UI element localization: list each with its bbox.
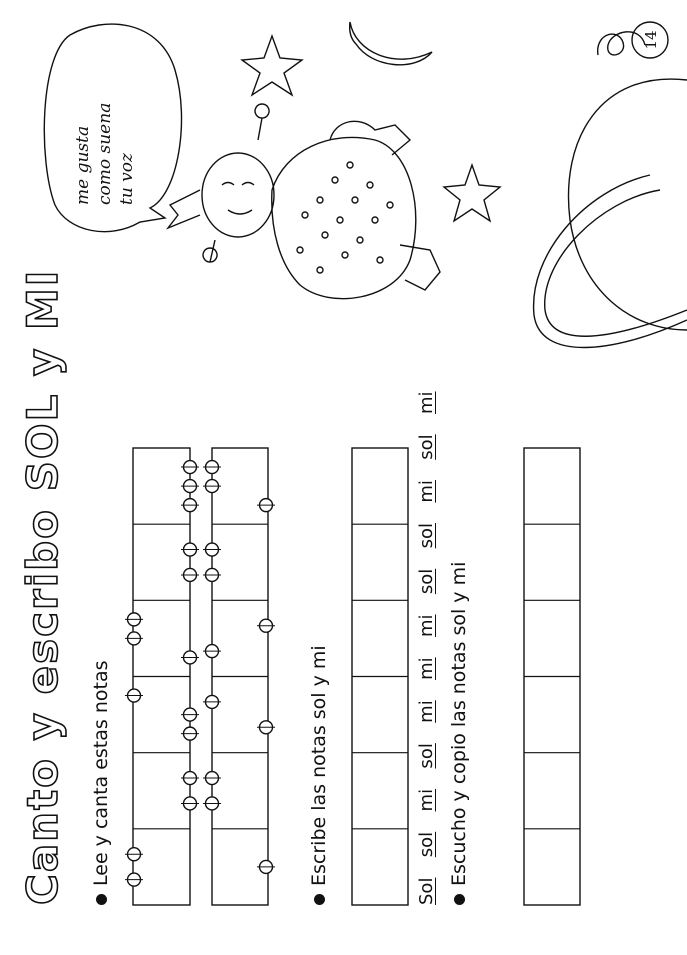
- instruction-read: Lee y canta estas notas: [92, 661, 111, 906]
- note-word-row: [418, 391, 436, 905]
- instruction-write: Escribe las notas sol y mi: [310, 645, 329, 905]
- note-word: mi: [416, 788, 437, 812]
- speech-bubble-line-2: como suena: [95, 102, 115, 205]
- note-word: sol: [416, 434, 437, 460]
- note-word: sol: [416, 522, 437, 549]
- badge-number: 14: [642, 30, 660, 50]
- note-word: sol: [416, 831, 437, 858]
- bullet-icon: [454, 894, 465, 905]
- note-word: mi: [416, 391, 437, 414]
- bullet-icon: [314, 894, 325, 905]
- note-word: sol: [416, 743, 437, 769]
- note-word: mi: [416, 700, 437, 723]
- speech-bubble-line-1: me gusta: [73, 125, 93, 205]
- instruction-listen: Escucho y copio las notas sol y mi: [450, 562, 469, 905]
- note-word: mi: [416, 614, 437, 638]
- note-word: Sol: [416, 877, 437, 905]
- page-title: Canto y escribo SOL y MI: [18, 268, 67, 905]
- note-word: mi: [416, 480, 437, 503]
- note-word: sol: [416, 568, 437, 595]
- note-word: mi: [416, 657, 437, 680]
- speech-bubble-line-3: tu voz: [117, 153, 137, 205]
